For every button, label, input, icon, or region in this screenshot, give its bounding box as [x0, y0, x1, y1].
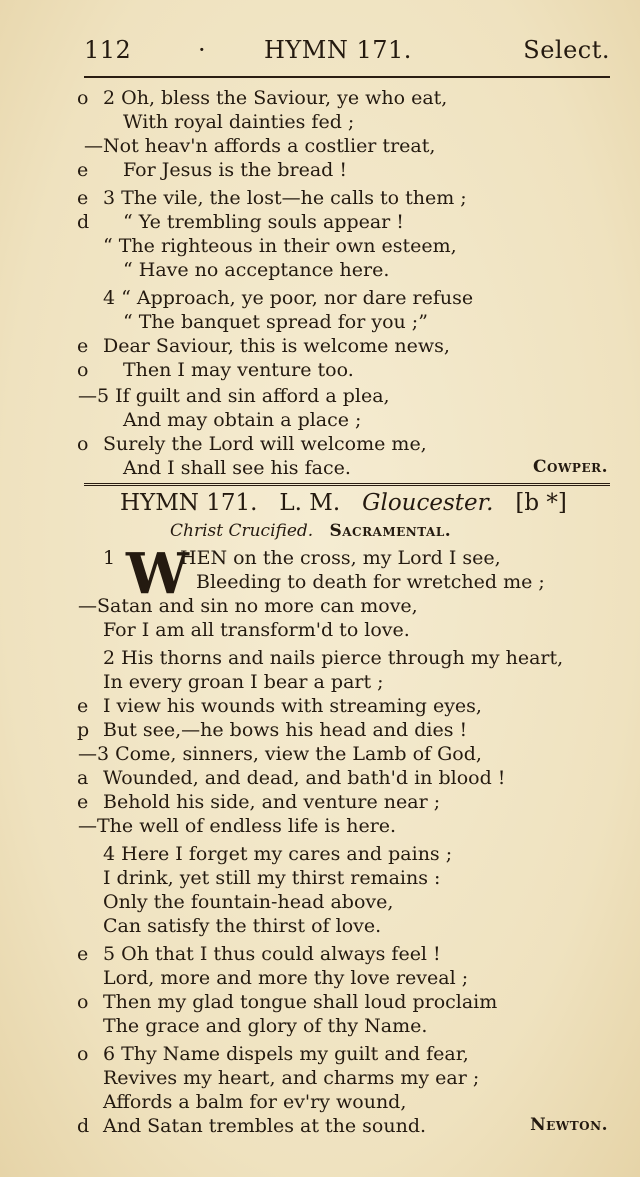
verse-line: Then I may venture too. — [123, 359, 354, 381]
verse-line: With royal dainties fed ; — [123, 111, 355, 133]
verse-line: 3 The vile, the lost—he calls to them ; — [103, 187, 467, 209]
dynamic-mark: e — [77, 159, 89, 181]
verse-line: But see,—he bows his head and dies ! — [103, 719, 468, 741]
verse-line: Revives my heart, and charms my ear ; — [103, 1067, 480, 1089]
dynamic-mark: d — [77, 1115, 90, 1137]
verse-line: I drink, yet still my thirst remains : — [103, 867, 441, 889]
verse-line: “ The righteous in their own esteem, — [103, 235, 457, 257]
verse-line: 6 Thy Name dispels my guilt and fear, — [103, 1043, 469, 1065]
dynamic-mark: e — [77, 335, 89, 357]
hymn-category: Sacramental. — [329, 521, 452, 541]
verse-line: For I am all transform'd to love. — [103, 619, 410, 641]
dynamic-mark: o — [77, 433, 89, 455]
page-header — [84, 36, 610, 70]
verse-line: Lord, more and more thy love reveal ; — [103, 967, 469, 989]
dynamic-mark: o — [77, 359, 89, 381]
dynamic-mark: e — [77, 695, 89, 717]
dynamic-mark: o — [77, 87, 89, 109]
verse-line: —3 Come, sinners, view the Lamb of God, — [78, 743, 482, 765]
verse-line: —Satan and sin no more can move, — [78, 595, 418, 617]
verse-line: Behold his side, and venture near ; — [103, 791, 441, 813]
verse-line: Affords a balm for ev'ry wound, — [103, 1091, 407, 1113]
verse-line: Dear Saviour, this is welcome news, — [103, 335, 450, 357]
verse-line: The grace and glory of thy Name. — [103, 1015, 428, 1037]
header-rule — [84, 76, 610, 78]
verse-line: And may obtain a place ; — [123, 409, 362, 431]
dynamic-mark: o — [77, 1043, 89, 1065]
verse-line: Bleeding to death for wretched me ; — [196, 571, 545, 593]
hymn-tune: Gloucester. — [362, 490, 494, 516]
verse-line: 2 Oh, bless the Saviour, ye who eat, — [103, 87, 448, 109]
verse-line: And I shall see his face. — [123, 457, 351, 479]
verse-line: Then my glad tongue shall loud proclaim — [103, 991, 498, 1013]
dynamic-mark: e — [77, 187, 89, 209]
dynamic-mark: a — [77, 767, 89, 789]
dynamic-mark: e — [77, 791, 89, 813]
verse-line: I view his wounds with streaming eyes, — [103, 695, 482, 717]
dynamic-mark: e — [77, 943, 89, 965]
verse-line: “ Ye trembling souls appear ! — [123, 211, 404, 233]
verse-line: Surely the Lord will welcome me, — [103, 433, 427, 455]
verse-line: In every groan I bear a part ; — [103, 671, 384, 693]
dynamic-mark: p — [77, 719, 90, 741]
header-separator: · — [198, 36, 207, 64]
hymn-meter: L. M. — [279, 490, 341, 516]
verse-line: —5 If guilt and sin afford a plea, — [78, 385, 390, 407]
verse-line: Can satisfy the thirst of love. — [103, 915, 382, 937]
section-divider — [84, 483, 610, 489]
dynamic-mark: d — [77, 211, 90, 233]
verse-line: HEN on the cross, my Lord I see, — [180, 547, 501, 569]
hymn-title: HYMN 171. — [120, 490, 258, 516]
author-attribution: Newton. — [530, 1115, 608, 1135]
verse-line: For Jesus is the bread ! — [123, 159, 348, 181]
verse-line: Only the fountain-head above, — [103, 891, 394, 913]
section-label: Select. — [523, 36, 610, 64]
verse-line: And Satan trembles at the sound. — [103, 1115, 427, 1137]
drop-cap: W — [126, 541, 189, 607]
verse-line: —Not heav'n affords a costlier treat, — [84, 135, 436, 157]
page-number: 112 — [84, 36, 132, 64]
verse-line: “ Have no acceptance here. — [123, 259, 390, 281]
verse-line: —The well of endless life is here. — [78, 815, 397, 837]
hymn-heading — [120, 490, 567, 516]
author-attribution: Cowper. — [532, 457, 608, 477]
verse-line: Wounded, and dead, and bath'd in blood ! — [103, 767, 506, 789]
verse-line: 4 “ Approach, ye poor, nor dare refuse — [103, 287, 474, 309]
verse-line: 4 Here I forget my cares and pains ; — [103, 843, 453, 865]
hymn-key: [b *] — [515, 490, 567, 516]
running-title: HYMN 171. — [264, 36, 412, 64]
verse-line: “ The banquet spread for you ;” — [123, 311, 428, 333]
hymn-subject: Christ Crucified. — [170, 521, 314, 541]
hymn-subtitle — [170, 521, 451, 541]
verse-number: 1 — [103, 547, 116, 569]
verse-line: 5 Oh that I thus could always feel ! — [103, 943, 441, 965]
dynamic-mark: o — [77, 991, 89, 1013]
verse-line: 2 His thorns and nails pierce through my heart, — [103, 647, 564, 669]
